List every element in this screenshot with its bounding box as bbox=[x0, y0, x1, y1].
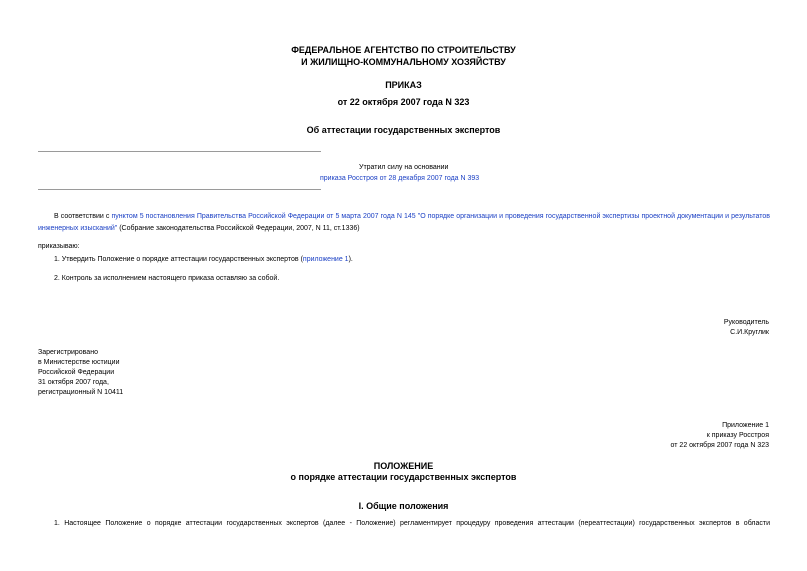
registration-line-3: Российской Федерации bbox=[38, 369, 115, 376]
appendix-line-3: от 22 октября 2007 года N 323 bbox=[670, 442, 769, 449]
preamble-paragraph bbox=[38, 211, 770, 235]
registration-line-1: Зарегистрировано bbox=[38, 349, 98, 356]
document-type: ПРИКАЗ bbox=[385, 80, 422, 90]
regulation-subtitle: о порядке аттестации государственных экспертов bbox=[290, 472, 517, 482]
divider-top bbox=[38, 151, 321, 152]
appendix-line-1: Приложение 1 bbox=[722, 422, 769, 429]
registration-line-2: в Министерстве юстиции bbox=[38, 359, 120, 366]
preamble-suffix: (Собрание законодательства Российской Федерации, 2007, N 11, ст.1336) bbox=[117, 225, 360, 232]
appendix-block bbox=[671, 421, 769, 451]
divider-bottom bbox=[38, 189, 321, 190]
registration-block bbox=[38, 348, 123, 398]
registration-line-4: 31 октября 2007 года, bbox=[38, 379, 109, 386]
regulation-title: ПОЛОЖЕНИЕ bbox=[373, 461, 434, 471]
order-word: приказываю: bbox=[38, 243, 80, 250]
section-heading: I. Общие положения bbox=[358, 501, 449, 511]
signature-position: Руководитель bbox=[723, 319, 769, 326]
regulation-paragraph-1: 1. Настоящее Положение о порядке аттестации государственных экспертов (далее - Положение) регламентирует процедуру проведения аттестации (переаттестации) государственных экспертов в области bbox=[54, 520, 770, 527]
signature-block bbox=[724, 318, 769, 338]
preamble-prefix: В соответствии с bbox=[54, 213, 112, 220]
appendix-line-2: к приказу Росстроя bbox=[706, 432, 769, 439]
order-item-2: 2. Контроль за исполнением настоящего приказа оставляю за собой. bbox=[54, 275, 280, 282]
agency-name-line1: ФЕДЕРАЛЬНОЕ АГЕНТСТВО ПО СТРОИТЕЛЬСТВУ bbox=[291, 45, 516, 55]
preamble-link[interactable]: пунктом 5 постановления Правительства Российской Федерации от 5 марта 2007 года N 145 "О порядке организации и проведения государственной экспертизы проектной документации и результатов инженерных изысканий" bbox=[38, 213, 770, 232]
appendix-1-link[interactable]: приложение 1 bbox=[302, 256, 349, 263]
registration-line-5: регистрационный N 10411 bbox=[38, 389, 124, 396]
agency-name-line2: И ЖИЛИЩНО-КОММУНАЛЬНОМУ ХОЗЯЙСТВУ bbox=[301, 57, 506, 67]
order-item-1 bbox=[54, 256, 353, 263]
order-item-1-prefix: 1. Утвердить Положение о порядке аттестации государственных экспертов ( bbox=[54, 256, 303, 263]
order-item-1-suffix: ). bbox=[348, 256, 353, 263]
status-note-text: Утратил силу на основании bbox=[359, 164, 449, 171]
signature-name: С.И.Круглик bbox=[730, 329, 769, 336]
document-date: от 22 октября 2007 года N 323 bbox=[337, 97, 470, 107]
document-subject: Об аттестации государственных экспертов bbox=[306, 125, 501, 135]
status-note-link[interactable]: приказа Росстроя от 28 декабря 2007 года N 393 bbox=[320, 175, 480, 182]
